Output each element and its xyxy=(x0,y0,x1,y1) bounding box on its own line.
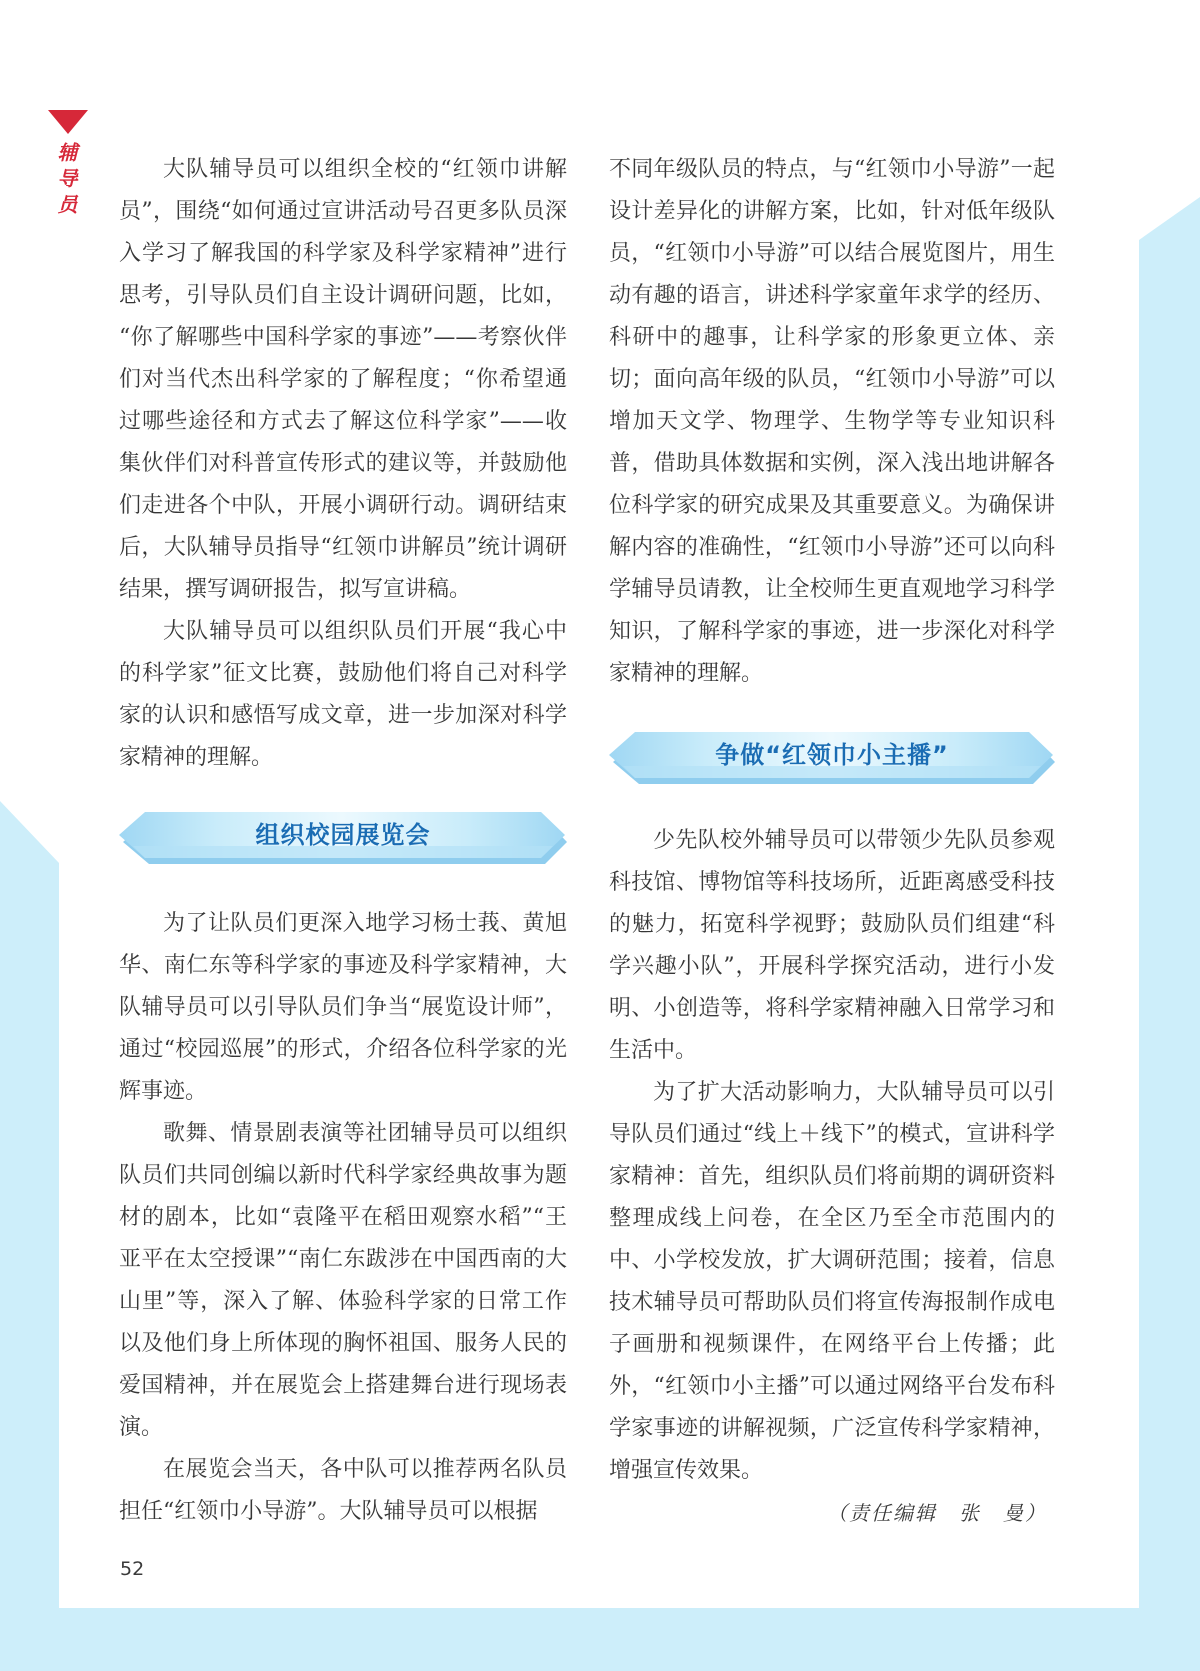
column-label: 辅导员 xyxy=(54,142,78,220)
body-paragraph: 少先队校外辅导员可以带领少先队员参观科技馆、博物馆等科技场所，近距离感受科技的魅力，拓宽科学视野；鼓励队员们组建“科学兴趣小队”，开展科学探究活动，进行小发明、小创造等，将科学家精神融入日常学习和生活中。 xyxy=(609,828,1055,1063)
body-paragraph: 在展览会当天，各中队可以推荐两名队员担任“红领巾小导游”。大队辅导员可以根据 xyxy=(119,1457,567,1524)
red-triangle-marker-icon xyxy=(48,110,88,134)
left-column xyxy=(119,149,567,1533)
continued-paragraph: 不同年级队员的特点，与“红领巾小导游”一起设计差异化的讲解方案，比如，针对低年级队员，“红领巾小导游”可以结合展览图片，用生动有趣的语言，讲述科学家童年求学的经历、科研中的趣事，让科学家的形象更立体、亲切；面向高年级的队员，“红领巾小导游”可以增加天文学、物理学、生物学等专业知识科普，借助具体数据和实例，深入浅出地讲解各位科学家的研究成果及其重要意义。为确保讲解内容的准确性，“红领巾小导游”还可以向科学辅导员请教，让全校师生更直观地学习科学知识，了解科学家的事迹，进一步深化对科学家精神的理解。 xyxy=(609,157,1055,686)
body-paragraph: 歌舞、情景剧表演等社团辅导员可以组织队员们共同创编以新时代科学家经典故事为题材的剧本，比如“袁隆平在稻田观察水稻”“王亚平在太空授课”“南仁东跋涉在中国西南的大山里”等，深入了解、体验科学家的日常工作以及他们身上所体现的胸怀祖国、服务人民的爱国精神，并在展览会上搭建舞台进行现场表演。 xyxy=(119,1121,567,1440)
body-paragraph: 为了扩大活动影响力，大队辅导员可以引导队员们通过“线上＋线下”的模式，宣讲科学家精神：首先，组织队员们将前期的调研资料整理成线上问卷，在全区乃至全市范围内的中、小学校发放，扩大调研范围；接着，信息技术辅导员可帮助队员们将宣传海报制作成电子画册和视频课件，在网络平台上传播；此外，“红领巾小主播”可以通过网络平台发布科学家事迹的讲解视频，广泛宣传科学家精神，增强宣传效果。 xyxy=(609,1080,1055,1483)
section-heading: 组织校园展览会 xyxy=(255,821,431,849)
section-heading-banner xyxy=(609,732,1055,784)
body-paragraph: 大队辅导员可以组织全校的“红领巾讲解员”，围绕“如何通过宣讲活动号召更多队员深入学习了解我国的科学家及科学家精神”进行思考，引导队员们自主设计调研问题，比如，“你了解哪些中国科学家的事迹”——考察伙伴们对当代杰出科学家的了解程度；“你希望通过哪些途径和方式去了解这位科学家”——收集伙伴们对科普宣传形式的建议等，并鼓励他们走进各个中队，开展小调研行动。调研结束后，大队辅导员指导“红领巾讲解员”统计调研结果，撰写调研报告，拟写宣讲稿。 xyxy=(119,157,567,602)
section-heading: 争做“红领巾小主播” xyxy=(715,741,949,769)
body-paragraph: 大队辅导员可以组织队员们开展“我心中的科学家”征文比赛，鼓励他们将自己对科学家的认识和感悟写成文章，进一步加深对科学家精神的理解。 xyxy=(119,619,567,770)
body-paragraph: 为了让队员们更深入地学习杨士莪、黄旭华、南仁东等科学家的事迹及科学家精神，大队辅导员可以引导队员们争当“展览设计师”，通过“校园巡展”的形式，介绍各位科学家的光辉事迹。 xyxy=(119,911,567,1104)
editor-credit: （责任编辑 张 曼） xyxy=(827,1501,1047,1525)
section-heading-banner xyxy=(119,812,567,864)
page-number: 52 xyxy=(120,1558,145,1580)
right-column xyxy=(609,149,1055,1534)
